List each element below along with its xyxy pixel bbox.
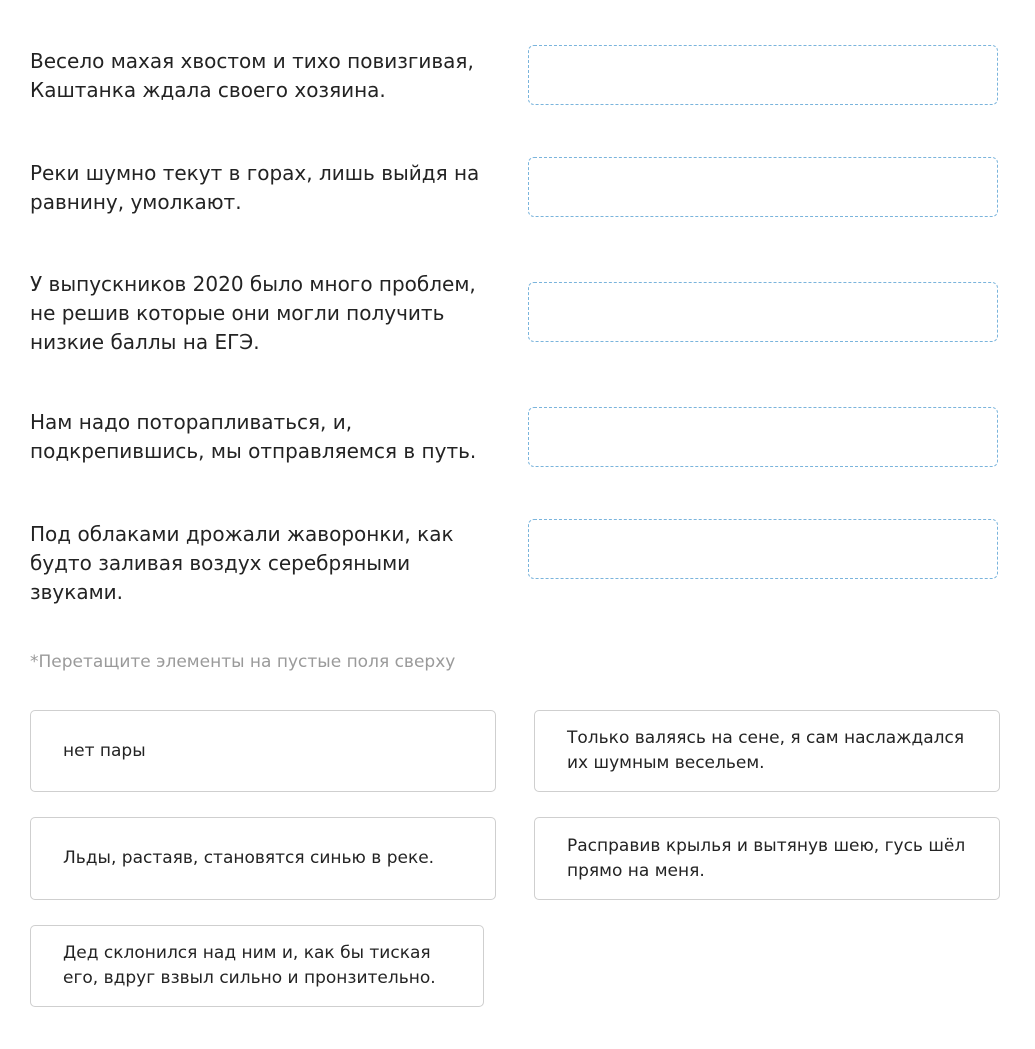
drop-zone[interactable] (528, 519, 998, 579)
prompt-text: Под облаками дрожали жаворонки, как будто заливая воздух серебряными звуками. (30, 522, 454, 604)
prompt-text: Весело махая хвостом и тихо повизгивая, Каштанка ждала своего хозяина. (30, 49, 474, 102)
prompt-text: Нам надо поторапливаться, и, подкрепившись, мы отправляемся в путь. (30, 410, 477, 463)
drop-zone[interactable] (528, 45, 998, 105)
drop-zone[interactable] (528, 282, 998, 342)
drop-zone[interactable] (528, 407, 998, 467)
prompt-text: Реки шумно текут в горах, лишь выйдя на равнину, умолкают. (30, 161, 480, 214)
prompt-text: У выпускников 2020 было много проблем, не решив которые они могли получить низкие баллы на ЕГЭ. (30, 272, 476, 354)
draggable-option[interactable] (30, 925, 484, 1007)
draggable-option[interactable] (534, 817, 1000, 900)
draggable-option[interactable] (30, 817, 496, 900)
drop-zone[interactable] (528, 157, 998, 217)
draggable-option-no-pair[interactable] (30, 710, 496, 792)
draggable-option[interactable] (534, 710, 1000, 792)
drag-hint: *Перетащите элементы на пустые поля сверху (30, 652, 456, 672)
option-label: нет пары (63, 740, 146, 761)
option-label: Дед склонился над ним и, как бы тиская его, вдруг взвыл сильно и пронзительно. (63, 943, 436, 988)
option-label: Расправив крылья и вытянув шею, гусь шёл прямо на меня. (567, 835, 966, 881)
option-label: Льды, растаяв, становятся синью в реке. (63, 848, 435, 868)
option-label: Только валяясь на сене, я сам наслаждался их шумным весельем. (567, 728, 965, 773)
